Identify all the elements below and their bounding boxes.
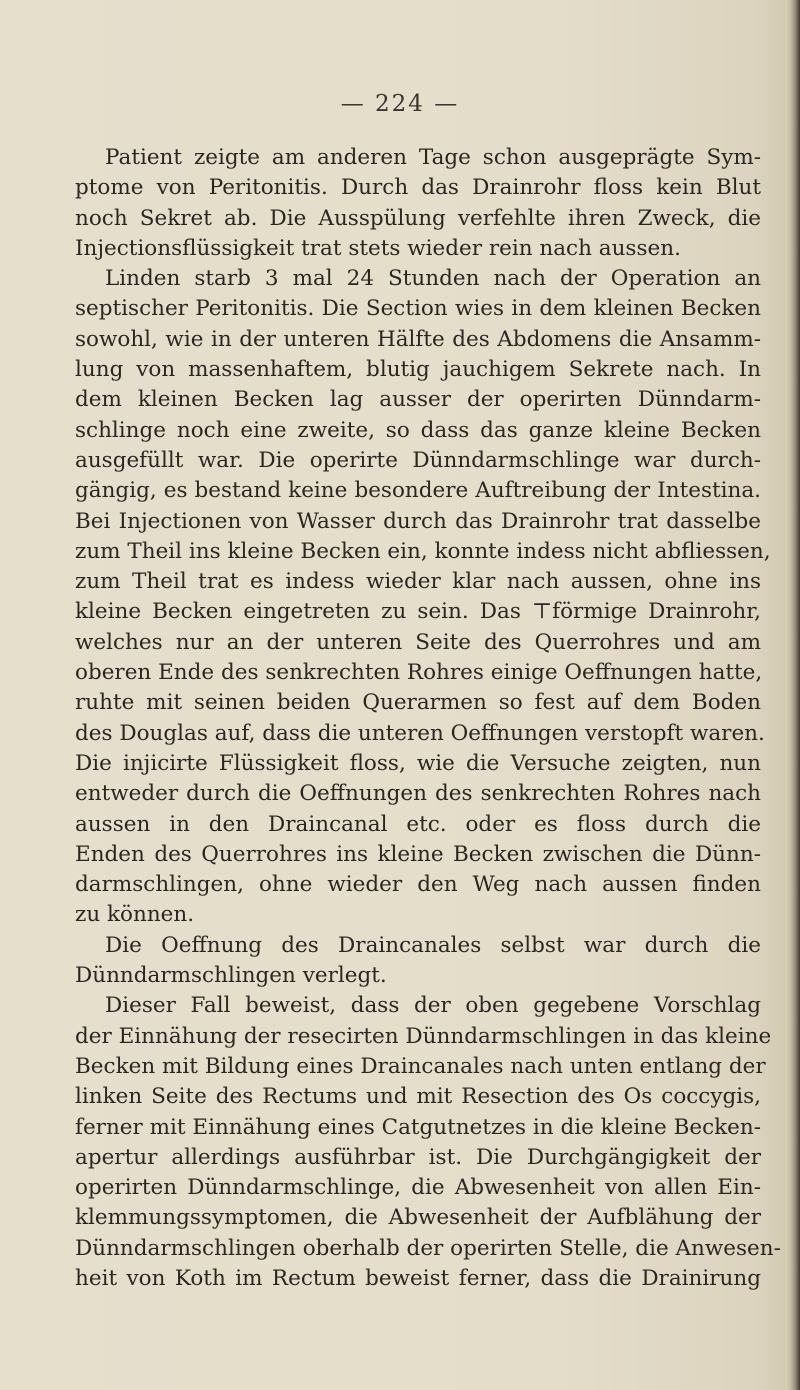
text-line: ferner mit Einnähung eines Catgutnetzes in die kleine Becken- — [75, 1114, 762, 1140]
text-line: Becken mit Bildung eines Draincanales nach unten entlang der — [75, 1053, 766, 1079]
text-line: schlinge noch eine zweite, so dass das ganze kleine Becken — [75, 417, 761, 443]
text-line: zum Theil ins kleine Becken ein, konnte indess nicht abfliessen, — [75, 538, 771, 564]
text-line: sowohl, wie in der unteren Hälfte des Abdomens die Ansamm- — [75, 326, 761, 352]
text-line: gängig, es bestand keine besondere Auftreibung der Intestina. — [75, 478, 761, 504]
text-line: linken Seite des Rectums und mit Resection des Os coccygis, — [75, 1084, 761, 1110]
text-line: septischer Peritonitis. Die Section wies in dem kleinen Becken — [75, 296, 761, 322]
text-line: welches nur an der unteren Seite des Querrohres und am — [75, 629, 761, 655]
text-line: zu können. — [75, 902, 195, 928]
text-line: Enden des Querrohres ins kleine Becken zwischen die Dünn- — [75, 841, 761, 867]
text-line: Bei Injectionen von Wasser durch das Drainrohr trat dasselbe — [75, 508, 761, 534]
page-binding-edge — [786, 0, 800, 1390]
text-line: dem kleinen Becken lag ausser der operirten Dünndarm- — [75, 387, 761, 413]
text-line: Injectionsflüssigkeit trat stets wieder rein nach aussen. — [75, 235, 681, 261]
text-line: Dünndarmschlingen oberhalb der operirten Stelle, die Anwesen- — [75, 1235, 781, 1261]
text-line: operirten Dünndarmschlinge, die Abwesenheit von allen Ein- — [75, 1175, 761, 1201]
text-line: entweder durch die Oeffnungen des senkrechten Rohres nach — [75, 781, 761, 807]
text-line: lung von massenhaftem, blutig jauchigem Sekrete nach. In — [75, 357, 761, 383]
text-line: kleine Becken eingetreten zu sein. Das ⊤förmige Drainrohr, — [75, 599, 761, 625]
text-line: Die Oeffnung des Draincanales selbst war durch die — [105, 932, 761, 958]
text-line: darmschlingen, ohne wieder den Weg nach aussen finden — [75, 872, 761, 898]
text-line: ptome von Peritonitis. Durch das Drainrohr floss kein Blut — [75, 175, 761, 201]
text-line: Die injicirte Flüssigkeit floss, wie die Versuche zeigten, nun — [75, 750, 761, 776]
text-line: ruhte mit seinen beiden Querarmen so fest auf dem Boden — [75, 690, 761, 716]
text-line: klemmungssymptomen, die Abwesenheit der Aufblähung der — [75, 1205, 761, 1231]
text-line: oberen Ende des senkrechten Rohres einige Oeffnungen hatte, — [75, 660, 763, 686]
page-number: — 224 — — [340, 91, 460, 117]
text-line: Linden starb 3 mal 24 Stunden nach der Operation an — [105, 266, 761, 292]
text-line: ausgefüllt war. Die operirte Dünndarmschlinge war durch- — [75, 447, 761, 473]
text-line: apertur allerdings ausführbar ist. Die Durchgängigkeit der — [75, 1144, 761, 1170]
text-line: zum Theil trat es indess wieder klar nach aussen, ohne ins — [75, 569, 761, 595]
text-line: der Einnähung der resecirten Dünndarmschlingen in das kleine — [75, 1023, 772, 1049]
text-line: des Douglas auf, dass die unteren Oeffnungen verstopft waren. — [75, 720, 765, 746]
text-line: Dünndarmschlingen verlegt. — [75, 963, 387, 989]
text-line: Patient zeigte am anderen Tage schon ausgeprägte Sym- — [105, 145, 761, 170]
text-line: Dieser Fall beweist, dass der oben gegebene Vorschlag — [105, 993, 761, 1019]
body-text — [75, 143, 781, 1294]
text-line: heit von Koth im Rectum beweist ferner, dass die Drainirung — [75, 1265, 761, 1291]
text-line: aussen in den Draincanal etc. oder es floss durch die — [75, 811, 761, 837]
text-line: noch Sekret ab. Die Ausspülung verfehlte ihren Zweck, die — [75, 205, 761, 231]
